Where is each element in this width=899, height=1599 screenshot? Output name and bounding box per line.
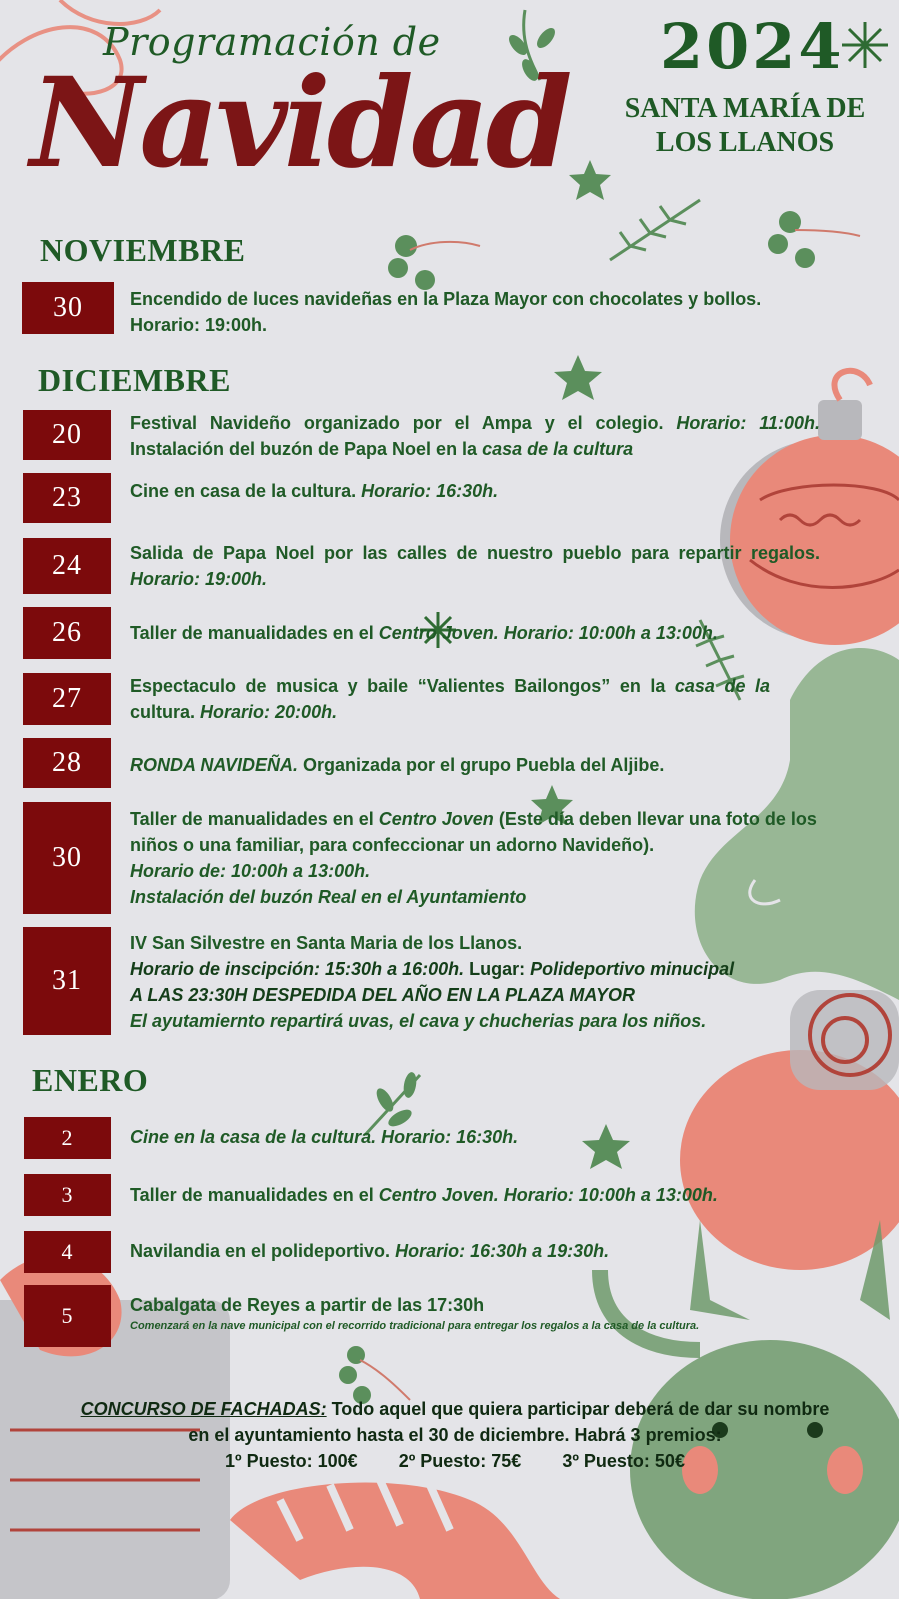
month-heading-noviembre: NOVIEMBRE [40, 232, 246, 268]
day-box: 30 [23, 802, 111, 914]
event-text: Taller de manualidades en el Centro Joven. Horario: 10:00h a 13:00h. [130, 1185, 718, 1205]
day-box: 30 [22, 282, 114, 334]
event-text: Encendido de luces navideñas en la Plaza Mayor con chocolates y bollos. Horario: 19:00h. [130, 289, 762, 335]
day-box: 24 [23, 538, 111, 594]
header-subtitle: Programación de [103, 20, 441, 64]
candy-cane-icon [230, 1480, 560, 1599]
contest-prizes [40, 1448, 870, 1474]
event-text: Navilandia en el polideportivo. Horario: 16:30h a 19:30h. [130, 1241, 610, 1261]
event-text: Cine en casa de la cultura. Horario: 16:30h. [130, 481, 499, 501]
month-heading-enero: ENERO [32, 1062, 149, 1098]
prize-2: 2º Puesto: 75€ [398, 1451, 522, 1471]
day-box: 5 [24, 1285, 111, 1347]
event-text: RONDA NAVIDEÑA. Organizada por el grupo Puebla del Aljibe. [130, 755, 665, 775]
event-text: IV San Silvestre en Santa Maria de los Llanos. Horario de inscipción: 15:30h a 16:00h. Lugar: Polideportivo minucipal A LAS 23:30H DESPEDIDA DEL AÑO EN LA PLAZA MAYOR El ayutamiernto repartirá uvas, el cava y chucherias para los niños. [130, 933, 735, 1031]
day-box: 23 [23, 473, 111, 523]
day-box: 27 [23, 673, 111, 725]
event-text: Taller de manualidades en el Centro Joven (Este día deben llevar una foto de los niños o una familiar, para confeccionar un adorno Navideño). Horario de: 10:00h a 13:00h. Instalación del buzón Real en el Ayuntamiento [130, 809, 817, 907]
day-box: 2 [24, 1117, 111, 1159]
event-text: Cabalgata de Reyes a partir de las 17:30h Comenzará en la nave municipal con el recorrido tradicional para entregar los regalos a la casa de la cultura. [130, 1295, 700, 1332]
day-box: 3 [24, 1174, 111, 1216]
town-line-1: SANTA MARÍA DE [624, 93, 866, 124]
day-box: 20 [23, 410, 111, 460]
day-box: 28 [23, 738, 111, 788]
contest-label: CONCURSO DE FACHADAS: [80, 1399, 327, 1419]
header-town [600, 92, 890, 160]
prize-1: 1º Puesto: 100€ [225, 1451, 358, 1471]
event-text: Espectaculo de musica y baile “Valientes Bailongos” en la casa de la cultura. Horario: 20:00h. [130, 676, 770, 722]
event-text: Taller de manualidades en el Centro Joven. Horario: 10:00h a 13:00h. [130, 623, 718, 643]
prize-3: 3º Puesto: 50€ [562, 1451, 685, 1471]
day-box: 31 [23, 927, 111, 1035]
header-year: 2024 [660, 10, 845, 83]
town-line-2: LOS LLANOS [655, 127, 835, 158]
month-heading-diciembre: DICIEMBRE [38, 362, 231, 398]
day-box: 26 [23, 607, 111, 659]
event-text: Cine en la casa de la cultura. Horario: 16:30h. [130, 1127, 519, 1147]
event-text: Salida de Papa Noel por las calles de nuestro pueblo para repartir regalos. Horario: 19:00h. [130, 543, 820, 589]
contest-section: CONCURSO DE FACHADAS: Todo aquel que quiera participar deberá de dar su nombre en el ayuntamiento hasta el 30 de diciembre. Habrá 3 premios: 1º Puesto: 100€ 2º Puesto: 75€ 3º Puesto: 50€ [40, 1396, 870, 1474]
event-text: Festival Navideño organizado por el Ampa y el colegio. Horario: 11:00h. Instalación del buzón de Papa Noel en la casa de la cultura [130, 413, 820, 459]
day-box: 4 [24, 1231, 111, 1273]
header-title: Navidad [30, 51, 569, 196]
